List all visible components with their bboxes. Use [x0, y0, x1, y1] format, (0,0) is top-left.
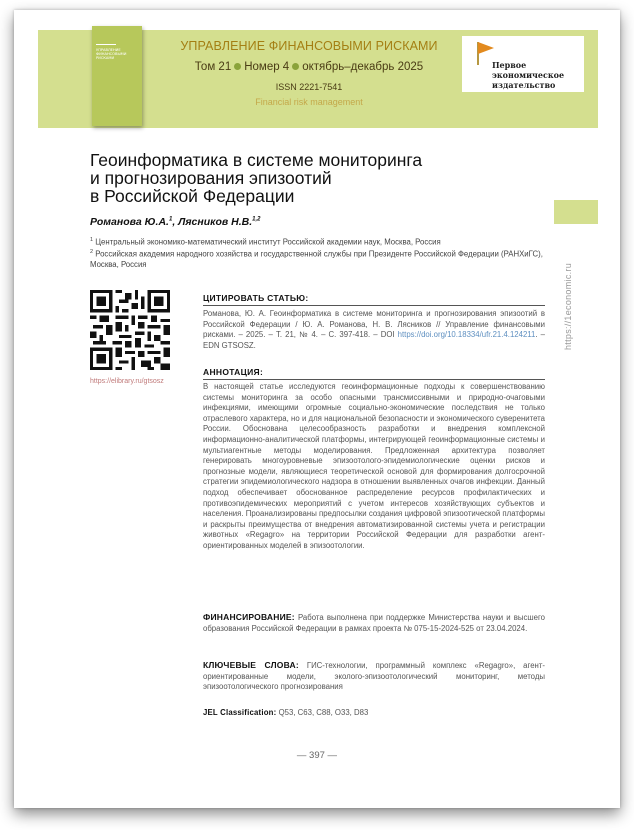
affiliation-2: $^2$ Российская академия народного хозяйства и государственной службы при Президенте Российской Федерации (РАНХиГС), Москва, Россия — [90, 249, 543, 270]
side-url[interactable]: https://1economic.ru — [563, 262, 573, 350]
keywords: КЛЮЧЕВЫЕ СЛОВА: ГИС-технологии, программный комплекс «Regagro», агент-ориентированные модели, эколого-эпизоотологический мониторинг, методы эпизоотологического прогнозирования — [203, 660, 546, 692]
jel-classification: JEL Classification: Q53, C63, C88, O33, D83 — [203, 708, 369, 717]
number: Номер 4 — [244, 61, 290, 73]
cite-divider — [203, 305, 545, 306]
jel-label: JEL Classification: — [203, 708, 277, 717]
affiliation-1: $^1$ Центральный экономико-математический институт Российской академии наук, Москва, Россия — [90, 237, 441, 247]
issue-info — [178, 61, 440, 73]
period: октябрь–декабрь 2025 — [302, 61, 424, 73]
bullet-icon — [292, 63, 299, 70]
qr-link[interactable]: https://elibrary.ru/gtsosz — [90, 378, 164, 385]
cite-heading: ЦИТИРОВАТЬ СТАТЬЮ: — [203, 293, 309, 303]
publisher-name: Первое экономическое издательство — [492, 60, 565, 90]
journal-cover-thumbnail — [92, 26, 142, 126]
abstract-divider — [203, 379, 545, 380]
volume: Том 21 — [194, 61, 232, 73]
qr-code-icon[interactable] — [90, 290, 170, 370]
cover-title: УПРАВЛЕНИЕ ФИНАНСОВЫМИ РИСКАМИ — [96, 48, 127, 61]
cite-text: Романова, Ю. А. Геоинформатика в системе мониторинга и прогнозирования эпизоотий в Российской Федерации / Ю. А. Романова, Н. В. Лясников // Управление финансовыми рисками. – 2025. – Т. 21, № 4. – С. 397-418. – DOI https://doi.org/10.18334/ufr.21.4.124211. – EDN GTSOSZ. — [203, 309, 545, 350]
english-journal-title: Financial risk management — [255, 97, 363, 107]
abstract-heading: АННОТАЦИЯ: — [203, 367, 264, 377]
doi-link[interactable]: https://doi.org/10.18334/ufr.21.4.124211 — [397, 330, 536, 340]
journal-title: УПРАВЛЕНИЕ ФИНАНСОВЫМИ РИСКАМИ — [180, 39, 438, 53]
side-accent-tab — [554, 200, 598, 224]
funding-label: ФИНАНСИРОВАНИЕ: — [203, 612, 295, 622]
funding: ФИНАНСИРОВАНИЕ: Работа выполнена при поддержке Министерства науки и высшего образования Российской Федерации в рамках проекта № 075-15-2024-525 от 23.04.2024. — [203, 612, 545, 633]
bullet-icon — [234, 63, 241, 70]
issn: ISSN 2221-7541 — [275, 82, 343, 92]
authors: Романова Ю.А.$^1$, Лясников Н.В.$^{1,2}$ — [90, 216, 261, 228]
keywords-label: КЛЮЧЕВЫЕ СЛОВА: — [203, 660, 299, 670]
article-title: Геоинформатика в системе мониторинга и прогнозирования эпизоотий в Российской Федерации — [90, 150, 423, 206]
page-number: — 397 — — [296, 750, 338, 761]
abstract-text: В настоящей статье исследуются геоинформационные подходы к совершенствованию системы мониторинга за особо опасными трансмиссивными и природно-очаговыми инфекциями, имеющими огромные социально-экономические последствия не только отраслевого характера, но и для национальной безопасности и экономического суверенитета России. Обоснована целесообразность разработки и внедрения комплексной информационно-аналитической платформы, интегрирующей геоинформационные системы и мультиагентные методы моделирования. Предложенная архитектура позволяет генерировать многоуровневые эпизоотолого-эпидемиологические оценки рисков и прогнозные модели, являющиеся теоретической основой для формирования долгосрочной стратегии эпидемиологического надзора в отношении выявленных очагов инфекции. Данный подход обеспечивает обоснованное распределение ресурсов профилактических и противоэпидемических мероприятий с учетом интересов хозяйствующих субъектов и населения. Проанализированы предпосылки создания цифровой эпизоотической платформы и раскрыты преимущества от внедрения автоматизированной системы учета и регистрации животных «Regagro» на территории Российской Федерации для разработки агент-ориентированных моделей в эпизоотологии. — [203, 382, 545, 550]
